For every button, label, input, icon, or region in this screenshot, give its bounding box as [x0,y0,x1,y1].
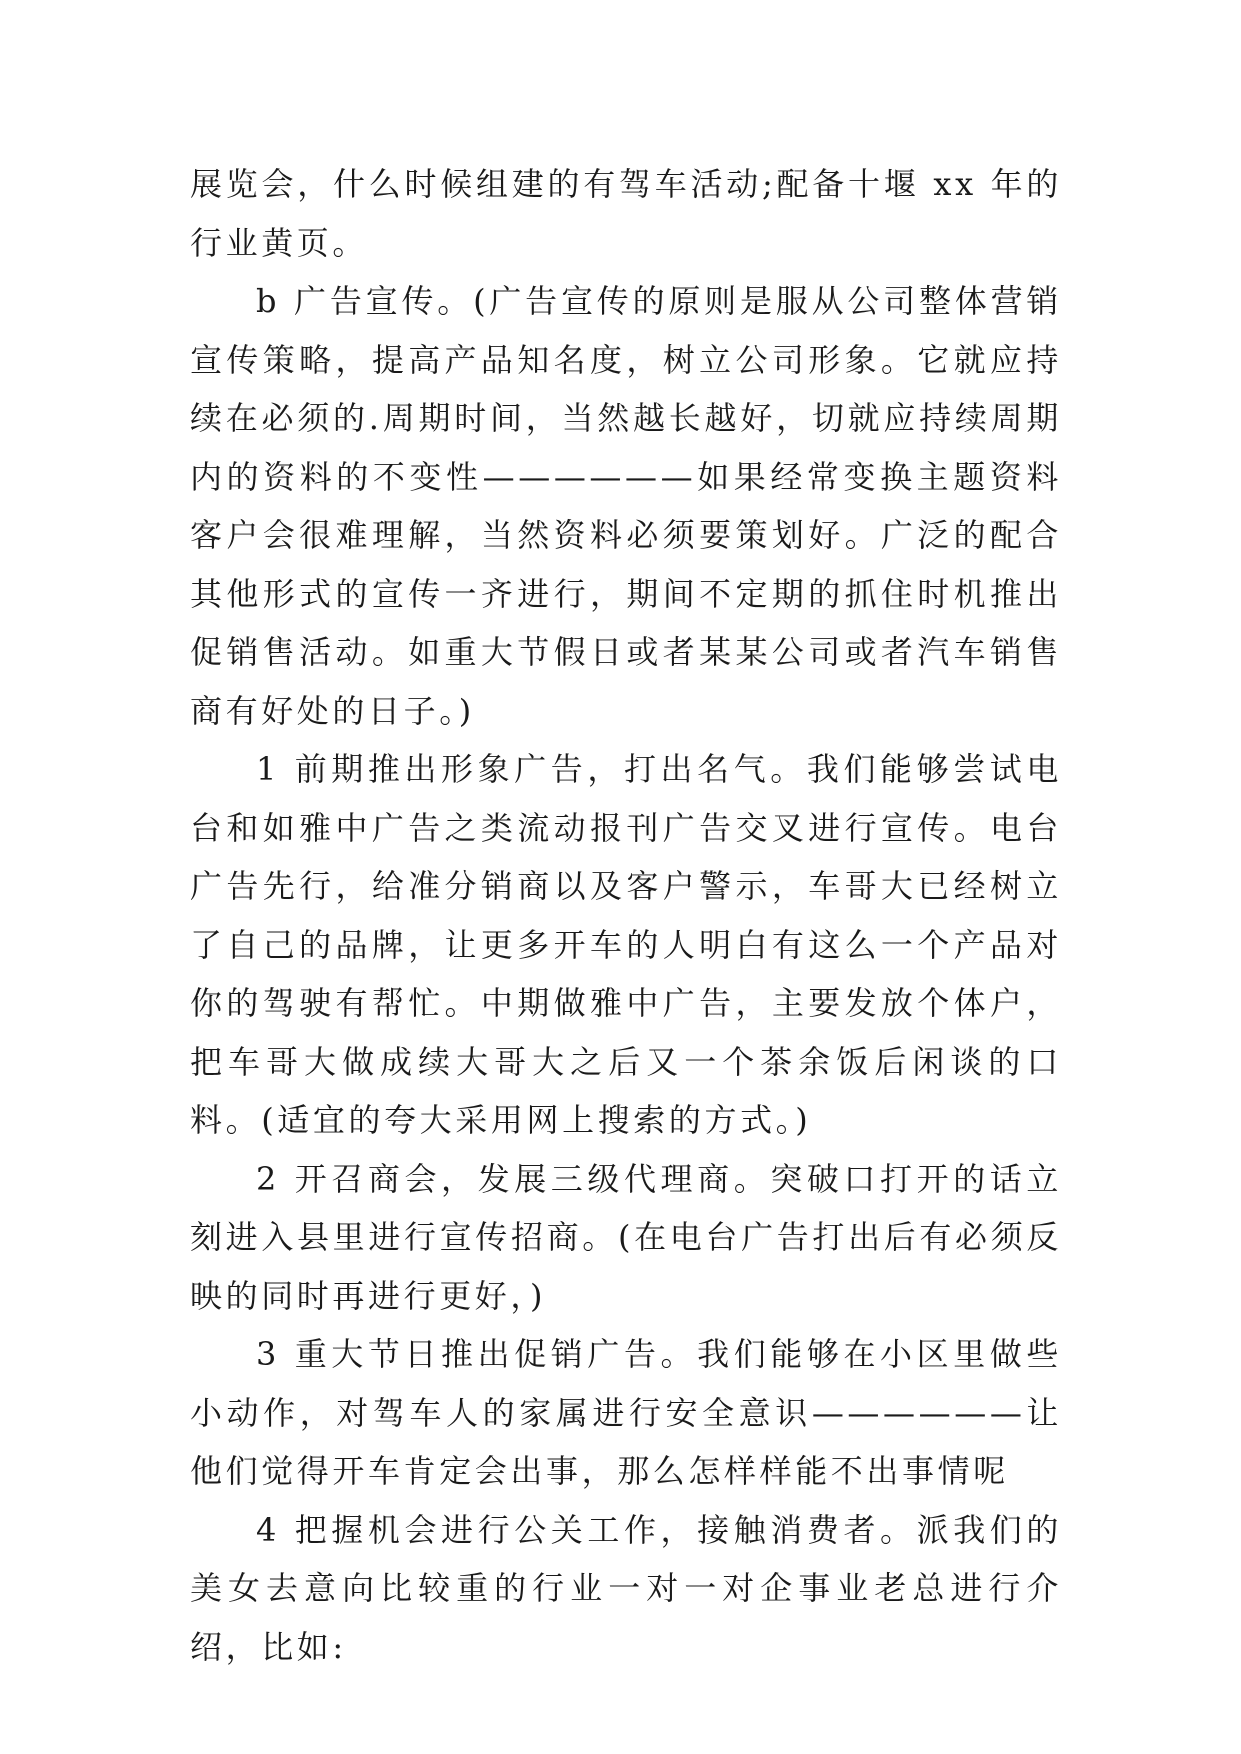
paragraph-step-1: 1 前期推出形象广告，打出名气。我们能够尝试电台和如雅中广告之类流动报刊广告交叉进行宣传。电台广告先行，给准分销商以及客户警示，车哥大已经树立了自己的品牌，让更多开车的人明白有这么一个产品对你的驾驶有帮忙。中期做雅中广告，主要发放个体户，把车哥大做成续大哥大之后又一个茶余饭后闲谈的口料。(适宜的夸大采用网上搜索的方式。) [190,750,1062,1139]
paragraph-continuation: 展览会，什么时候组建的有驾车活动;配备十堰 xx 年的行业黄页。 [190,165,1062,262]
paragraph-step-4: 4 把握机会进行公关工作，接触消费者。派我们的美女去意向比较重的行业一对一对企事业老总进行介绍，比如: [190,1510,1062,1666]
document-body [190,155,1062,1676]
paragraph-step-2: 2 开召商会，发展三级代理商。突破口打开的话立刻进入县里进行宣传招商。(在电台广告打出后有必须反映的同时再进行更好，) [190,1159,1062,1315]
paragraph-step-3: 3 重大节日推出促销广告。我们能够在小区里做些小动作，对驾车人的家属进行安全意识——————让他们觉得开车肯定会出事，那么怎样样能不出事情呢 [190,1335,1062,1490]
paragraph-advertising-b: b 广告宣传。(广告宣传的原则是服从公司整体营销宣传策略，提高产品知名度，树立公司形象。它就应持续在必须的.周期时间，当然越长越好，切就应持续周期内的资料的不变性——————如果经常变换主题资料客户会很难理解，当然资料必须要策划好。广泛的配合其他形式的宣传一齐进行，期间不定期的抓住时机推出促销售活动。如重大节假日或者某某公司或者汽车销售商有好处的日子。) [190,282,1062,730]
